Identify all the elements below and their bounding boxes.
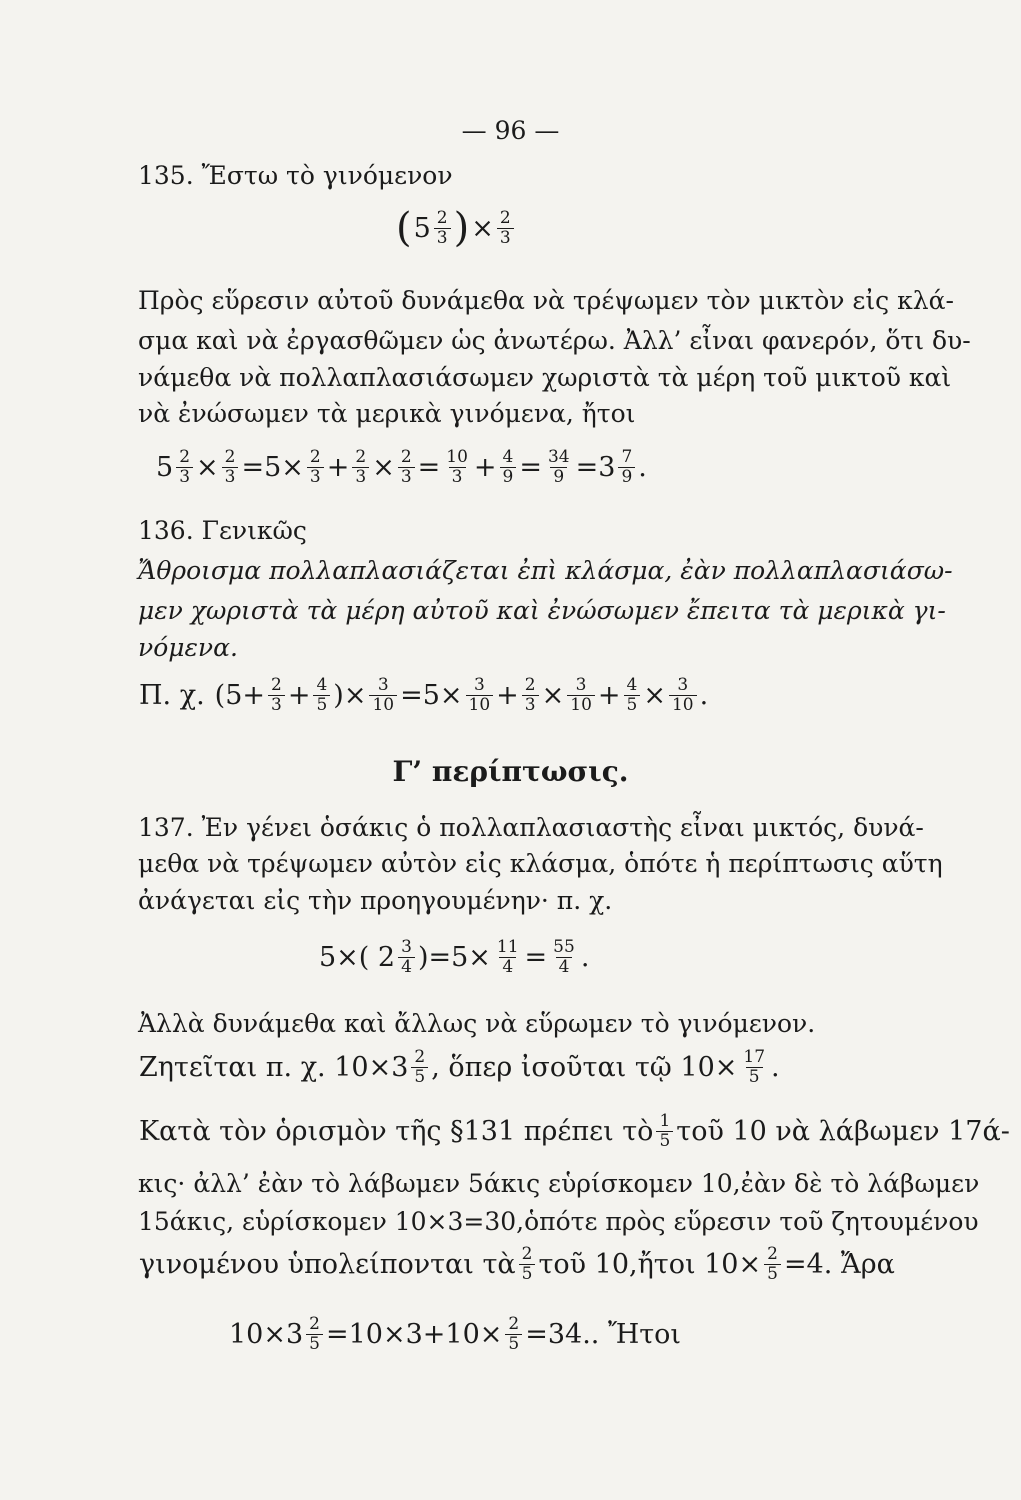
case-heading: Γ’ περίπτωσις.: [392, 755, 629, 788]
fraction: $\frac{7}{9}$: [618, 448, 635, 487]
fraction: $\frac{3}{10}$: [567, 676, 595, 715]
fraction: $\frac{3}{10}$: [466, 676, 494, 715]
fraction: $\frac{4}{9}$: [500, 448, 517, 487]
rule-line: μεν χωριστὰ τὰ μέρη αὐτοῦ καὶ ἐνώσωμεν ἔπειτα τὰ μερικὰ γι-: [138, 596, 946, 625]
text-line: 15άκις, εὑρίσκομεν 10×3=30,ὁπότε πρὸς εὕρεσιν τοῦ ζητουμένου: [138, 1207, 979, 1236]
text-line: σμα καὶ νὰ ἐργασθῶμεν ὡς ἀνωτέρω. Ἀλλ’ εἶναι φανερόν, ὅτι δυ-: [138, 326, 971, 355]
fraction: $\frac{3}{10}$: [369, 676, 397, 715]
fraction: $\frac{17}{5}$: [743, 1047, 766, 1087]
paren-open: (: [396, 205, 412, 251]
section-135-title: 135. Ἔστω τὸ γινόμενον: [138, 161, 453, 190]
sought-product-line: Ζητεῖται π. χ. 10×3 $\frac{2}{5}$ , ὅπερ ἰσοῦται τῷ 10× $\frac{17}{5}$ .: [139, 1047, 780, 1087]
fraction: $\frac{2}{3}$: [222, 448, 239, 487]
fraction: $\frac{2}{3}$: [307, 448, 324, 487]
text-line: Ἀλλὰ δυνάμεθα καὶ ἄλλως νὰ εὕρωμεν τὸ γινόμενον.: [138, 1009, 816, 1038]
fraction: $\frac{4}{5}$: [313, 676, 330, 715]
fraction: $\frac{2}{5}$: [519, 1245, 536, 1284]
fraction: $\frac{2}{3}$: [434, 209, 451, 248]
expression-135: [395, 205, 516, 251]
fraction: $\frac{2}{5}$: [411, 1048, 428, 1087]
fraction: $\frac{2}{5}$: [764, 1245, 781, 1284]
text-line: κις· ἀλλ’ ἐὰν τὸ λάβωμεν 5άκις εὑρίσκομεν 10,ἐὰν δὲ τὸ λάβωμεν: [138, 1169, 980, 1198]
text-line: Πρὸς εὕρεσιν αὐτοῦ δυνάμεθα νὰ τρέψωμεν τὸν μικτὸν εἰς κλά-: [138, 286, 954, 315]
text-line: Κατὰ τὸν ὁρισμὸν τῆς §131 πρέπει τὸ $\frac{1}{5}$ τοῦ 10 νὰ λάβωμεν 17ά-: [139, 1111, 1010, 1151]
fraction: $\frac{2}{3}$: [176, 448, 193, 487]
text-line: ἀνάγεται εἰς τὴν προηγουμένην· π. χ.: [138, 886, 613, 915]
equation-137: 5×( 2 $\frac{3}{4}$ )=5× $\frac{11}{4}$ = $\frac{55}{4}$ .: [319, 937, 590, 977]
text-line: μεθα νὰ τρέψωμεν αὐτὸν εἰς κλάσμα, ὁπότε ἡ περίπτωσις αὕτη: [138, 849, 943, 878]
text-line: γινομένου ὑπολείπονται τὰ $\frac{2}{5}$ τοῦ 10,ἤτοι 10× $\frac{2}{5}$ =4. Ἄρα: [139, 1244, 895, 1284]
text-line: νάμεθα νὰ πολλαπλασιάσωμεν χωριστὰ τὰ μέρη τοῦ μικτοῦ καὶ: [138, 363, 952, 392]
equation-135: 5 $\frac{2}{3}$ × $\frac{2}{3}$ =5× $\frac{2}{3}$ + $\frac{2}{3}$ × $\frac{2}{3}$ = $\frac{10}{3}$ + $\frac{4}{9}$ = $\frac{34}{9}$ =3 $\frac{7}{9}$ .: [156, 447, 647, 487]
fraction: $\frac{11}{4}$: [496, 937, 519, 977]
rule-line: νόμενα.: [138, 633, 238, 662]
paren-close: ): [453, 205, 470, 251]
whole-number: 5: [413, 212, 431, 244]
fraction: $\frac{2}{3}$: [268, 676, 285, 715]
fraction: $\frac{4}{5}$: [624, 676, 641, 715]
page-number: — 96 —: [461, 116, 560, 145]
fraction: $\frac{2}{3}$: [398, 448, 415, 487]
text-line: νὰ ἐνώσωμεν τὰ μερικὰ γινόμενα, ἤτοι: [138, 399, 636, 428]
fraction: $\frac{55}{4}$: [553, 937, 575, 977]
equation-136: Π. χ. (5+ $\frac{2}{3}$ + $\frac{4}{5}$ )× $\frac{3}{10}$ =5× $\frac{3}{10}$ + $\frac{2}{3}$ × $\frac{3}{10}$ + $\frac{4}{5}$ × $\frac{3}{10}$ .: [139, 675, 709, 715]
fraction: $\frac{3}{10}$: [669, 676, 697, 715]
fraction: $\frac{2}{3}$: [497, 209, 514, 248]
times-sign: ×: [471, 212, 494, 244]
fraction: $\frac{2}{3}$: [352, 448, 369, 487]
text-line: 137. Ἐν γένει ὁσάκις ὁ πολλαπλασιαστὴς εἶναι μικτός, δυνά-: [138, 813, 924, 842]
fraction: $\frac{1}{5}$: [656, 1112, 673, 1151]
fraction: $\frac{2}{5}$: [306, 1315, 323, 1354]
fraction: $\frac{10}{3}$: [446, 447, 468, 487]
fraction: $\frac{2}{5}$: [505, 1315, 522, 1354]
final-equation: 10×3 $\frac{2}{5}$ =10×3+10× $\frac{2}{5}$ =34.. Ἤτοι: [229, 1314, 682, 1354]
fraction: $\frac{3}{4}$: [398, 938, 415, 977]
fraction: $\frac{2}{3}$: [522, 676, 539, 715]
section-136-title: 136. Γενικῶς: [138, 516, 307, 545]
rule-line: Ἄθροισμα πολλαπλασιάζεται ἐπὶ κλάσμα, ἐὰν πολλαπλασιάσω-: [138, 556, 953, 585]
fraction: $\frac{34}{9}$: [547, 447, 570, 487]
